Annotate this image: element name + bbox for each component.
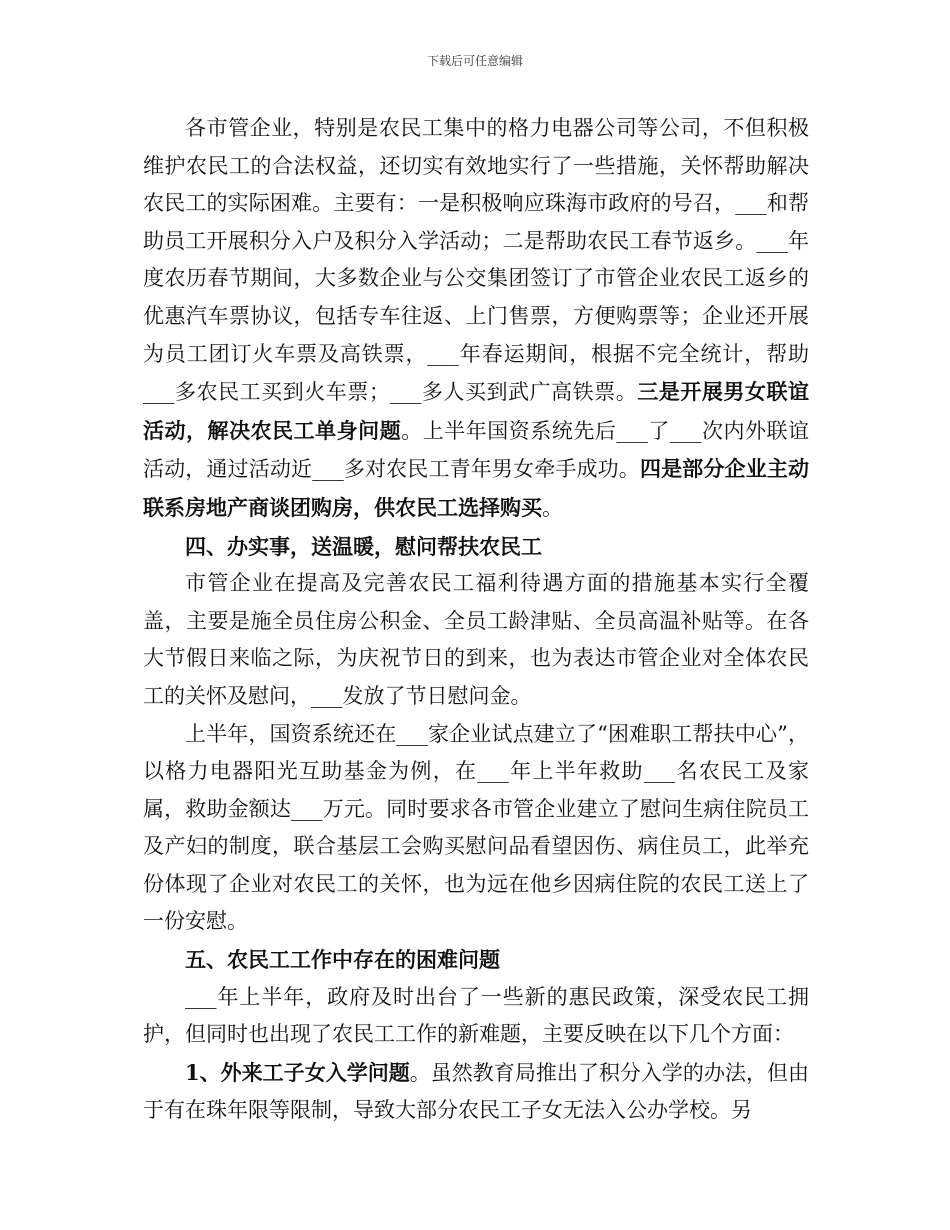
bold-emphasis: 三是开展男女联谊活动，解决农民工单身问题 bbox=[143, 379, 809, 443]
document-body bbox=[143, 110, 809, 1130]
section-heading-5: 五、农民工工作中存在的困难问题 bbox=[185, 947, 500, 973]
paragraph-difficulties: ___年上半年，政府及时出台了一些新的惠民政策，深受农民工拥护，但同时也出现了农民工工作的新难题，主要反映在以下几个方面： bbox=[143, 984, 809, 1047]
paragraph-education bbox=[143, 1054, 809, 1130]
section-heading-4: 四、办实事，送温暖，慰问帮扶农民工 bbox=[185, 533, 542, 559]
paragraph-text: 各市管企业，特别是农民工集中的格力电器公司等公司，不但积极维护农民工的合法权益，还切实有效地实行了一些措施，关怀帮助解决农民工的实际困难。主要有：一是积极响应珠海市政府的号召，___和帮助员工开展积分入户及积分入学活动；二是帮助农民工春节返乡。___年度农历春节期间，大多数企业与公交集团签订了市管企业农民工返乡的优惠汽车票协议，包括专车往返、上门售票，方便购票等；企业还开展为员工团订火车票及高铁票，___年春运期间，根据不完全统计，帮助___多农民工买到火车票；___多人买到武广高铁票。 bbox=[143, 116, 809, 405]
paragraph-measures bbox=[143, 110, 809, 528]
page-header: 下载后可任意编辑 bbox=[426, 54, 523, 68]
paragraph-welfare: 市管企业在提高及完善农民工福利待遇方面的措施基本实行全覆盖，主要是施全员住房公积金、全员工龄津贴、全员高温补贴等。在各大节假日来临之际，为庆祝节日的到来，也为表达市管企业对全体农民工的关怀及慰问，___发放了节日慰问金。 bbox=[143, 571, 809, 708]
paragraph-assistance: 上半年，国资系统还在___家企业试点建立了“困难职工帮扶中心”，以格力电器阳光互助基金为例，在___年上半年救助___名农民工及家属，救助金额达___万元。同时要求各市管企业建立了慰问生病住院员工及产妇的制度，联合基层工会购买慰问品看望因伤、病住员工，此举充份体现了企业对农民工的关怀，也为远在他乡因病住院的农民工送上了一份安慰。 bbox=[143, 721, 809, 934]
bold-emphasis: 1、外来工子女入学问题 bbox=[185, 1059, 410, 1085]
bold-emphasis: 四是部分企业主动联系房地产商谈团购房，供农民工选择购买 bbox=[143, 456, 810, 520]
paragraph-text: 。 bbox=[542, 495, 563, 520]
paragraph-text: 。虽然教育局推出了积分入学的办法，但由于有在珠年限等限制，导致大部分农民工子女无法入公办学校。另 bbox=[143, 1060, 809, 1123]
paragraph-text: 。上半年国资系统先后___了___次内外联谊活动，通过活动近___多对农民工青年男女牵手成功。 bbox=[143, 418, 810, 482]
